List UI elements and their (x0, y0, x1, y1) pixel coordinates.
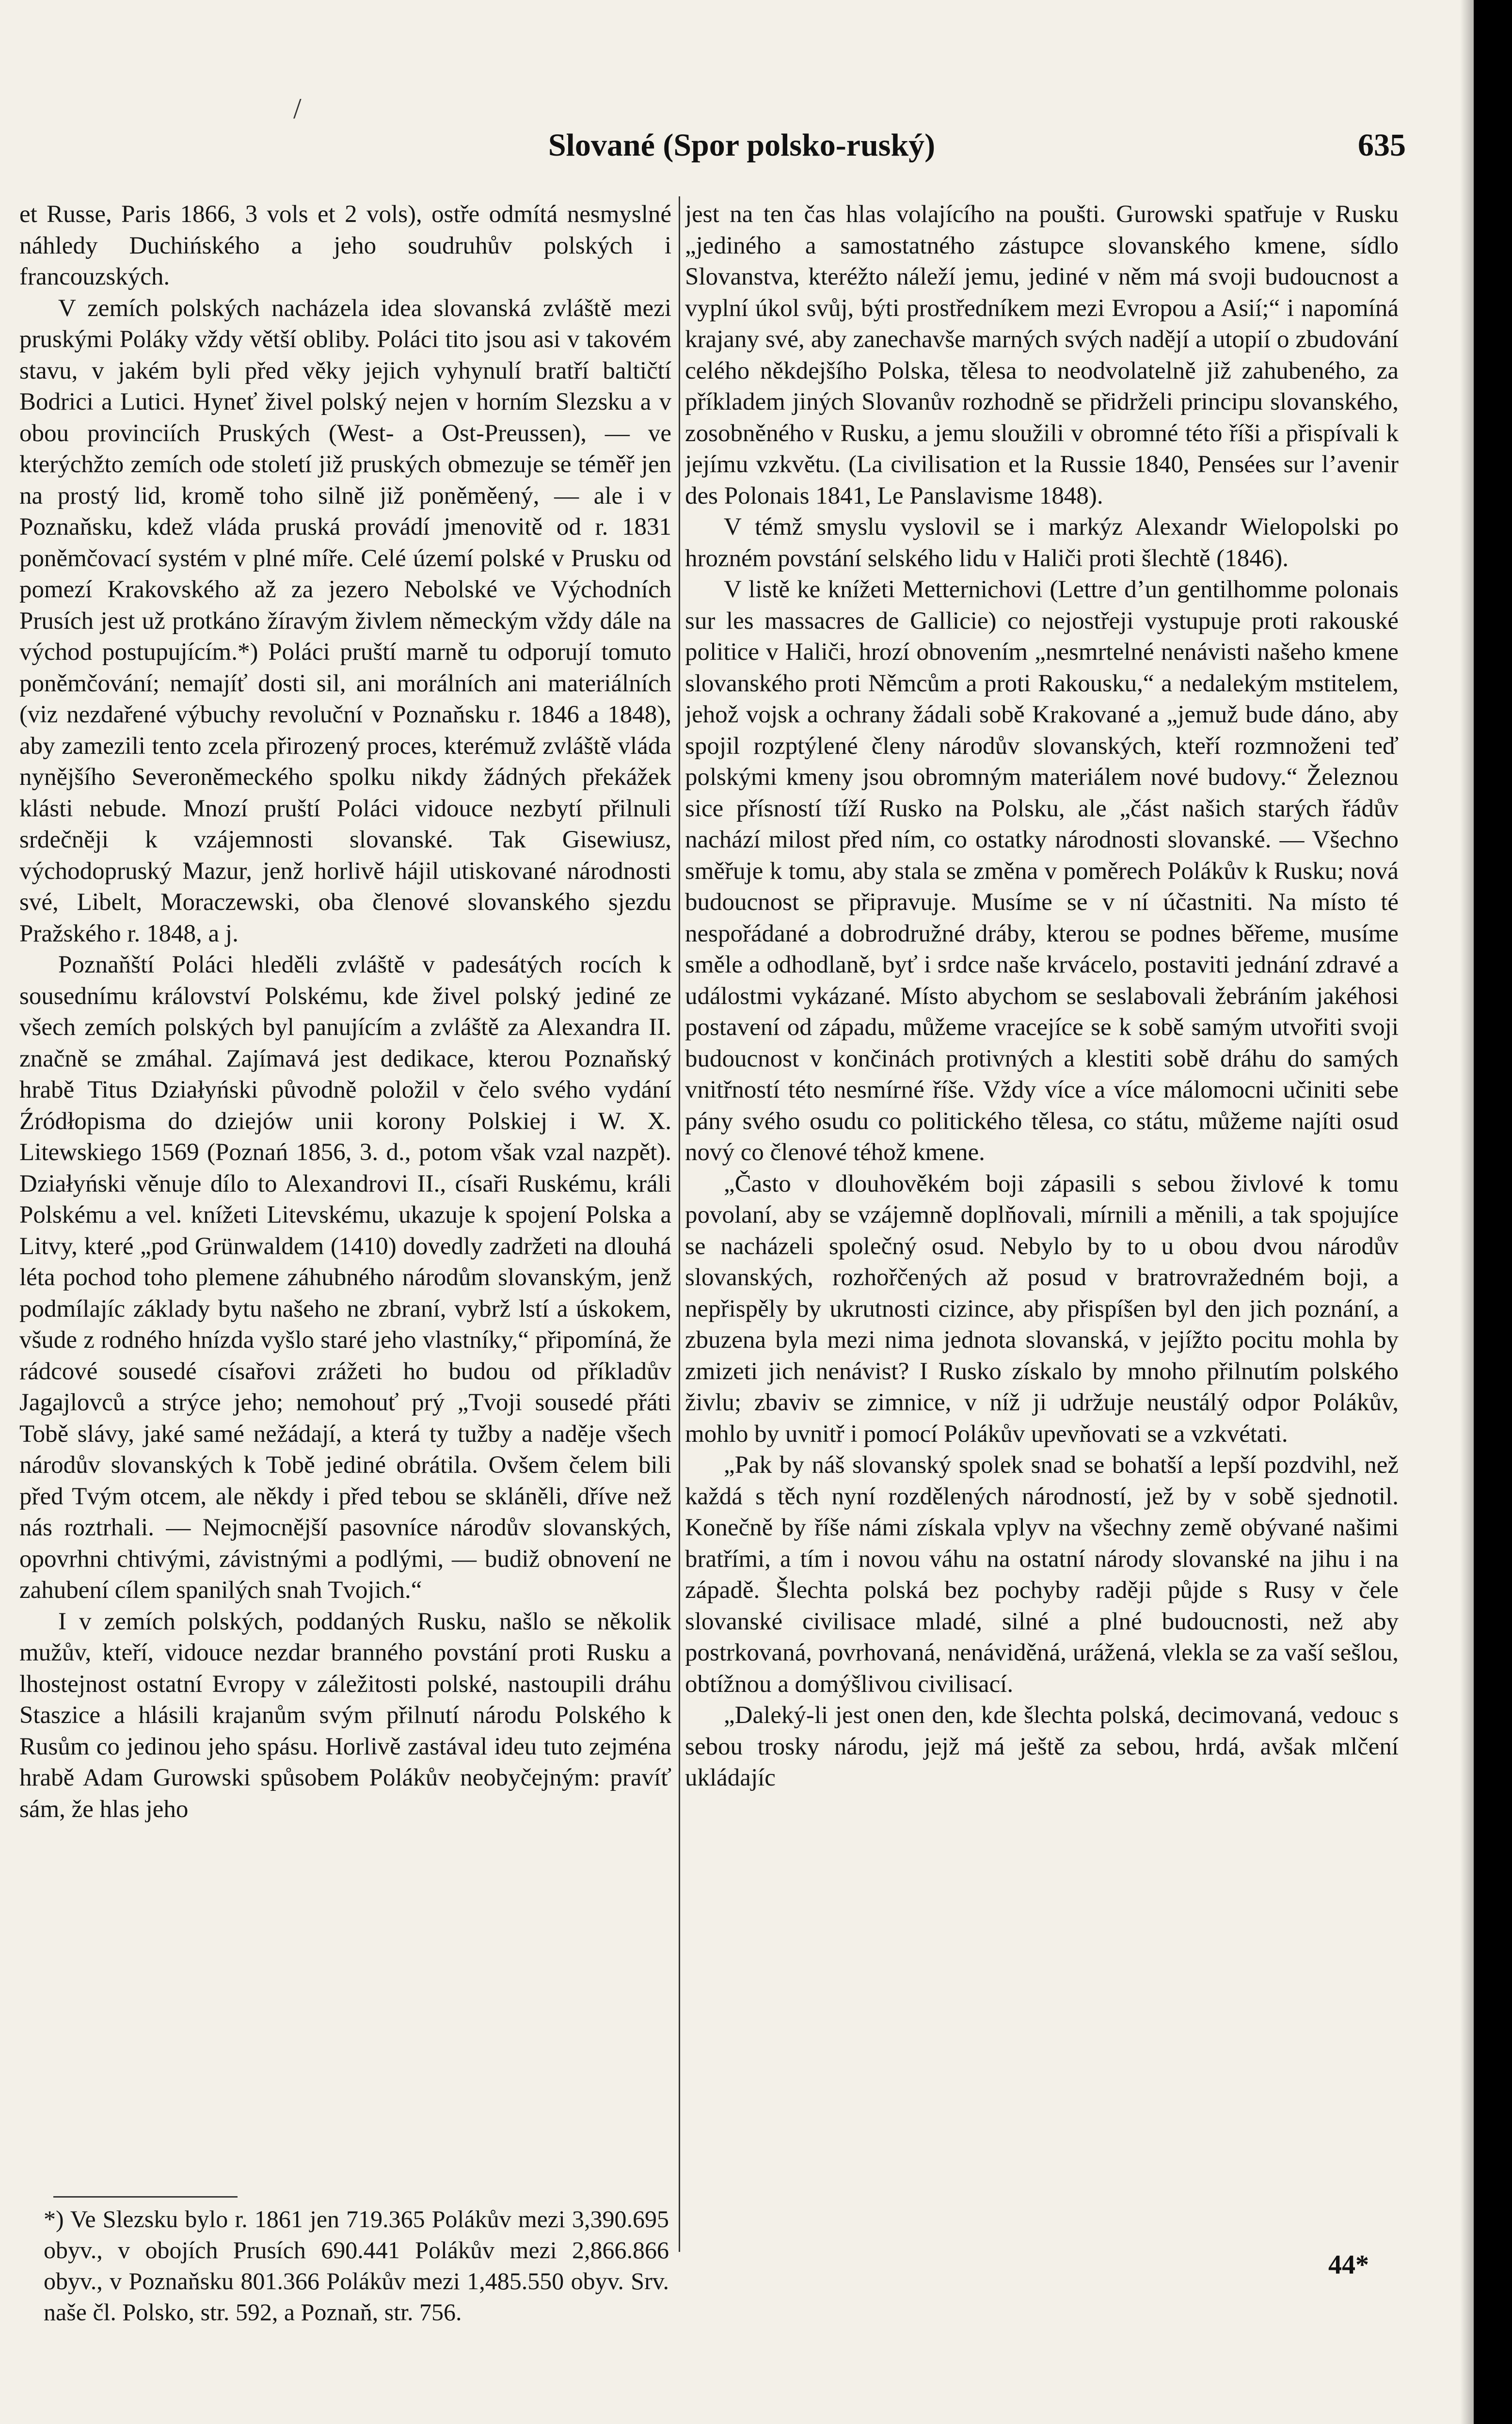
running-title: Slované (Spor polsko-ruský) (548, 128, 936, 163)
paragraph: „Pak by náš slovanský spolek snad se bohatší a lepší pozdvihl, než každá s těch nyní rozdělených národností, jež by v sobě sjednotil. Konečně by říše námi získala vplyv na všechny země obývané našimi bratřími, a tím i novou váhu na ostatní národy slovanské na jihu i na západě. Šlechta polská bez pochyby raději půjde s Rusy v čele slovanské civilisace mladé, silné a plné budoucnosti, než aby postrkovaná, povrhovaná, nenáviděná, urážená, vlekla se za vaší sešlou, obtížnou a domýšlivou civilisací. (685, 1451, 1399, 1698)
stray-pen-mark: / (293, 93, 302, 125)
paragraph: et Russe, Paris 1866, 3 vols et 2 vols), ostře odmítá nesmyslné náhledy Duchińského a jeho soudruhův polských i francouzských. (19, 201, 671, 290)
signature-mark: 44* (1328, 2250, 1369, 2280)
left-column (19, 199, 671, 2182)
page-number: 635 (1358, 128, 1406, 163)
paragraph: V listě ke knížeti Metternichovi (Lettre d’un gentilhomme polonais sur les massacres de Gallicie) co nejostřeji vystupuje proti rakouské politice v Haliči, hrozí obnovením „nesmrtelné nenávisti našeho kmene slovanského proti Němcům a proti Rakousku,“ a nedalekým mstitelem, jehož vojsk a ochrany žádali sobě Krakované a „jemuž bude dáno, aby spojil rozptýlené členy národův slovanských, kteří rozmnoženi teď polskými kmeny jsou obromným materiálem nové budovy.“ Železnou sice přísností tíží Rusko na Polsku, ale „část našich starých řádův nachází milost před ním, co ostatky národnosti slovanské. — Všechno směřuje k tomu, aby stala se změna v poměrech Polákův k Rusku; nová budoucnost se připravuje. Musíme se v ní účastniti. Na místo té nespořádané a dobrodružné dráby, kterou se podnes běřeme, musíme směle a odhodlaně, byť i srdce naše krvácelo, postaviti jednání zdravé a událostmi vykázané. Místo abychom se seslabovali žebráním jakéhosi postavení od západu, můžeme vracejíce se k sobě samým utvořiti svoji budoucnost v končinách protivných a klestiti sobě dráhu do samých vnitřností této nesmírné říše. Vždy více a více málomocni učiniti sebe pány svého osudu co politického tělesa, co státu, můžeme najíti osud nový co členové téhož kmene. (685, 576, 1399, 1166)
footnote-rule (53, 2196, 238, 2198)
paragraph: jest na ten čas hlas volajícího na poušti. Gurowski spatřuje v Rusku „jediného a samostatného zástupce slovanského kmene, sídlo Slovanstva, kteréžto náleží jemu, jediné v něm má svoji budoucnost a vyplní úkol svůj, býti prostředníkem mezi Evropou a Asií;“ i napomíná krajany své, aby zanechavše marných svých nadějí a utopií o zbudování celého někdejšího Polska, tělesa to neodvolatelně již zahubeného, za příkladem jiných Slovanův rozhodně se přidrželi principu slovanského, zosobněného v Rusku, a jemu sloužili v obromné této říši a přispívali k jejímu vzkvětu. (La civilisation et la Russie 1840, Pensées sur l’avenir des Polonais 1841, Le Panslavisme 1848). (685, 201, 1399, 510)
right-column (685, 199, 1399, 2249)
paragraph: „Často v dlouhověkém boji zápasili s sebou živlové k tomu povolaní, aby se vzájemně doplňovali, mírnili a měnili, a tak spojujíce se nacházeli společný osud. Nebylo by to u obou dvou národův slovanských, rozhořčených až posud v bratrovražedném boji, a nepřispěly by ukrutnosti cizince, aby přispíšen byl den jich poznání, a zbuzena byla mezi nima jednota slovanská, v jejížto pocitu mohla by zmizeti jich nenávist? I Rusko získalo by mnoho přilnutím polského živlu; zbaviv se zimnice, v níž ji udržuje neustálý odpor Polákův, mohlo by uvnitř i pomocí Polákův upevňovati se a vzkvétati. (685, 1170, 1399, 1448)
paragraph: V zemích polských nacházela idea slovanská zvláště mezi pruskými Poláky vždy větší oblibу. Poláci tito jsou asi v takovém stavu, v jakém byli před věky jejich vyhynulí bratří baltičtí Bodrici a Lutici. Hyneť živel polský nejen v horním Slezsku a v obou provinciích Pruských (West- a Ost-Preussen), — ve kterýchžto zemích ode století již pruských obmezuje se téměř jen na prostý lid, kromě toho silně již poněměený, — ale i v Poznaňsku, kdež vláda pruská provádí jmenovitě od r. 1831 poněmčovací systém v plné míře. Celé území polské v Prusku od pomezí Krakovského až za jezero Nebolské ve Východních Prusích jest už protkáno žíravým živlem německým vždy dále na východ postupujícím.*) Poláci pruští marně tu odporují tomuto poněmčování; nemajíť dosti sil, ani morálních ani materiálních (viz nezdařené výbuchy revoluční v Poznaňsku r. 1846 a 1848), aby zamezili tento zcela přirozený proces, kterémuž zvláště vláda nynějšího Severoněmeckého spolku nikdy žádných překážek klásti nebude. Mnozí pruští Poláci vidouce nezbytí přilnuli srdečněji k vzájemnosti slovanské. Tak Gisewiusz, východopruský Mazur, jenž horlivě hájil utiskované národnosti své, Libelt, Moraczewski, oba členové slovanského sjezdu Pražského r. 1848, a j. (19, 294, 671, 947)
footnote: *) Ve Slezsku bylo r. 1861 jen 719.365 Polákův mezi 3,390.695 obyv., v obojích Prusích 690.441 Polákův mezi 2,866.866 obyv., v Poznaňsku 801.366 Polákův mezi 1,485.550 obyv. Srv. naše čl. Polsko, str. 592, a Poznaň, str. 756. (44, 2205, 669, 2326)
paragraph: I v zemích polských, poddaných Rusku, našlo se několik mužův, kteří, vidouce nezdar branného povstání proti Rusku a lhostejnost ostatní Evropy v záležitosti polské, nastoupili dráhu Staszice a hlásili krajanům svým přilnutí národu Polského k Rusům co jedinou jeho spásu. Horlivě zastával ideu tuto zejména hrabě Adam Gurowski spůsobem Polákův neobyčejným: pravíť sám, že hlas jeho (19, 1608, 671, 1823)
running-header (0, 127, 1474, 171)
paragraph: Poznaňští Poláci hleděli zvláště v padesátých rocích k sousednímu království Polskému, kde živel polský jediné ze všech zemích polských byl panujícím a zvláště za Alexandra II. značně se zmáhal. Zajímavá jest dedikace, kterou Poznaňský hrabě Titus Działyński původně položil v čelo svého vydání Źródłopisma do dziejów unii korony Polskiej i W. X. Litewskiego 1569 (Poznań 1856, 3. d., potom však vzal nazpět). Działyński věnuje dílo to Alexandrovi II., císaři Ruskému, králi Polskému a vel. knížeti Litevskému, ukazuje k spojení Polska a Litvy, které „pod Grünwaldem (1410) dovedly zadržeti na dlouhá léta pochod toho plemene záhubného národům slovanským, jenž podmílajíc základy bytu našeho ne zbraní, vybrž lstí a úskokem, všude z rodného hnízda vyšlo staré jeho vlastníky,“ připomíná, že rádcové sousedé císařovi zrážeti ho budou od příkladův Jagajlovců a strýce jeho; nemohouť prý „Tvoji sousedé přáti Tobě slávy, jaké samé nežádají, a která ty tužby a naděje všech národův slovanských k Tobě jediné obrátila. Ovšem čelem bili před Tvým otcem, ale někdy i před tebou se skláněli, dříve než nás roztrhali. — Nejmocnější pasovníce národův slovanských, opovrhni chtivými, závistnými a podlými, — budiž obnovení ne zahubení cílem spanilých snah Tvojich.“ (19, 951, 671, 1604)
paragraph: „Daleký-li jest onen den, kde šlechta polská, decimovaná, vedouc s sebou trosky národu, jejž má ještě za sebou, hrdá, avšak mlčení ukládajíc (685, 1702, 1399, 1791)
paragraph: V témž smyslu vyslovil se i markýz Alexandr Wielopolski po hrozném povstání selského lidu v Haliči proti šlechtě (1846). (685, 513, 1399, 572)
column-divider (679, 196, 680, 2252)
